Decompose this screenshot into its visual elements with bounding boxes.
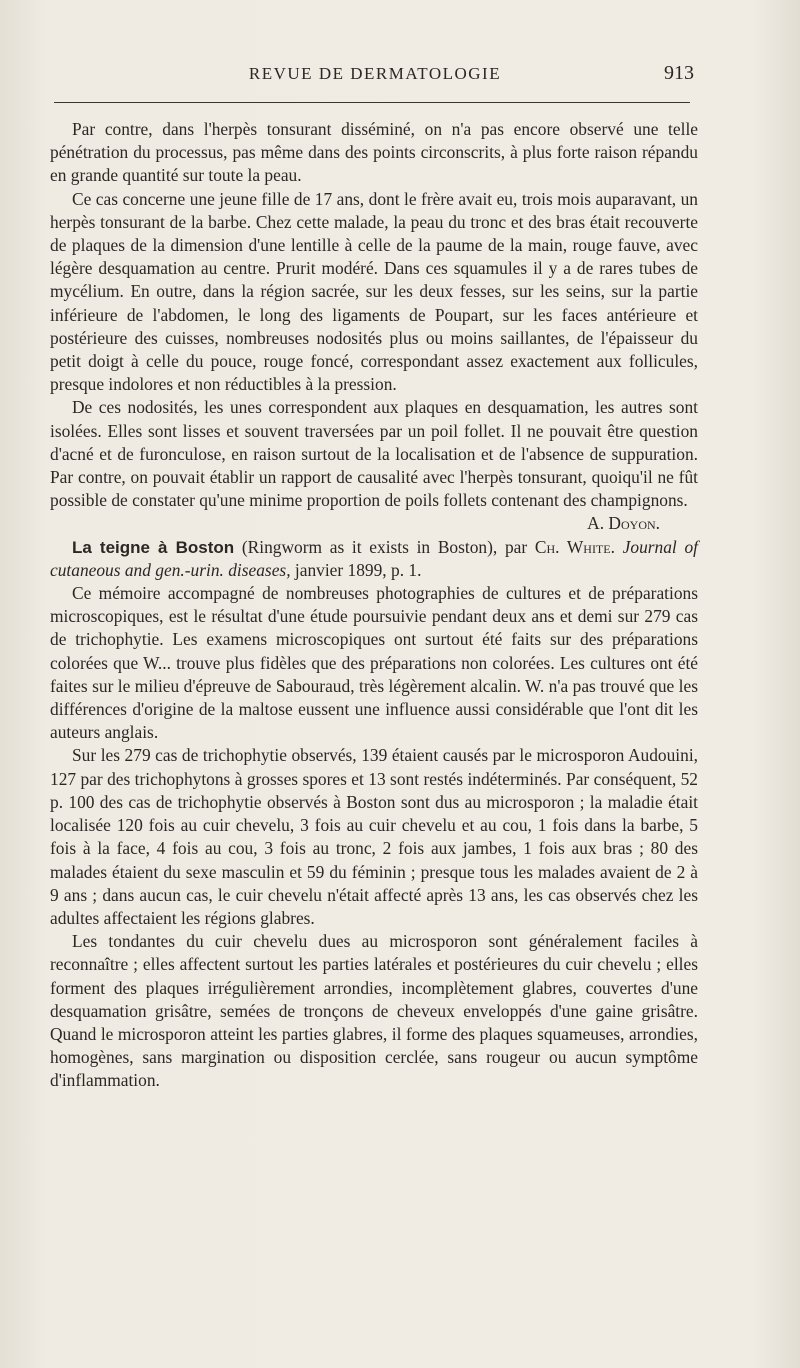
journal-title: REVUE DE DERMATOLOGIE [248,64,502,83]
page-number: 913 [664,62,694,84]
source-date: janvier 1899, p. 1. [290,559,422,580]
running-header [50,62,700,92]
paragraph-3-text: De ces nodosités, les unes correspondent aux plaques en desquamation, les autres sont isolées. Elles sont lisses et souvent traversées par un poil follet. Il ne pouvait être question d'acné et de furonculose, en raison surtout de la localisation et de l'absence de suppuration. Par contre, on pouvait établir un rapport de causalité avec l'herpès tonsurant, quoiqu'il ne fût possible de constater qu'une minime proportion de poils follets contenant des champignons. [50,397,698,511]
paragraph-4-reference [50,536,698,582]
source-journal: Journal of cutaneous and gen.-urin. diseases, [50,536,698,580]
article-title: La teigne à Boston [72,537,235,557]
paragraph-3 [50,396,698,535]
article-author: Ch. White. [534,536,615,557]
article-subtitle: (Ringworm as it exists in Boston), par [234,536,535,557]
signature: A. Doyon. [587,513,660,534]
paragraph-2: Ce cas concerne une jeune fille de 17 ans, dont le frère avait eu, trois mois auparavant, un herpès tonsurant de la barbe. Chez cette malade, la peau du tronc et des bras était recouverte de plaques de la dimension d'une lentille à celle de la paume de la main, rouge fauve, avec légère desquamation au centre. Prurit modéré. Dans ces squamules il y a de rares tubes de mycélium. En outre, dans la région sacrée, sur les deux fesses, sur les seins, sur la partie inférieure de l'abdomen, le long des ligaments de Poupart, sur les faces antérieure et postérieure des cuisses, nombreuses nodosités plus ou moins saillantes, de l'épaisseur du petit doigt à celle du pouce, rouge foncé, correspondant assez exactement aux follicules, presque indolores et non réductibles à la pression. [50,188,698,395]
header-rule [54,102,690,103]
paragraph-1: Par contre, dans l'herpès tonsurant disséminé, on n'a pas encore observé une telle pénétration du processus, pas même dans des points circonscrits, à plus forte raison répandu en grande quantité sur toute la peau. [50,119,698,186]
paragraph-6: Sur les 279 cas de trichophytie observés, 139 étaient causés par le microsporon Audouini, 127 par des trichophytons à grosses spores et 13 sont restés indéterminés. Par conséquent, 52 p. 100 des cas de trichophytie observés à Boston sont dus au microsporon ; la maladie était localisée 120 fois au cuir chevelu, 3 fois au cuir chevelu et au cou, 1 fois dans la barbe, 5 fois à la face, 4 fois au cou, 3 fois au tronc, 2 fois aux jambes, 1 fois aux bras ; 80 des malades étaient du sexe masculin et 59 du féminin ; presque tous les malades avaient de 2 à 9 ans ; dans aucun cas, le cuir chevelu n'était affecté après 13 ans, les cas observés chez les adultes affectaient les régions glabres. [50,745,698,928]
paragraph-7: Les tondantes du cuir chevelu dues au microsporon sont généralement faciles à reconnaître ; elles affectent surtout les parties latérales et postérieures du cuir chevelu ; elles forment des plaques irrégulièrement arrondies, incomplètement glabres, couvertes d'une desquamation grisâtre, semées de tronçons de cheveux enveloppés d'une gaine grisâtre. Quand le microsporon atteint les parties glabres, il forme des plaques squameuses, arrondies, homogènes, sans margination ou disposition cerclée, sans rougeur ou aucun symptôme d'inflammation. [50,931,698,1091]
article-body [50,118,698,1093]
paragraph-5: Ce mémoire accompagné de nombreuses photographies de cultures et de préparations microscopiques, est le résultat d'une étude poursuivie pendant deux ans et demi sur 279 cas de trichophytie. Les examens microscopiques ont surtout été faits sur des préparations colorées que W... trouve plus fidèles que des préparations non colorées. Les cultures ont été faites sur le milieu d'épreuve de Sabouraud, très légèrement alcalin. W. n'a pas trouvé que les différences d'origine de la maltose eussent une influence aussi considérable que l'ont dit les auteurs anglais. [50,583,698,743]
